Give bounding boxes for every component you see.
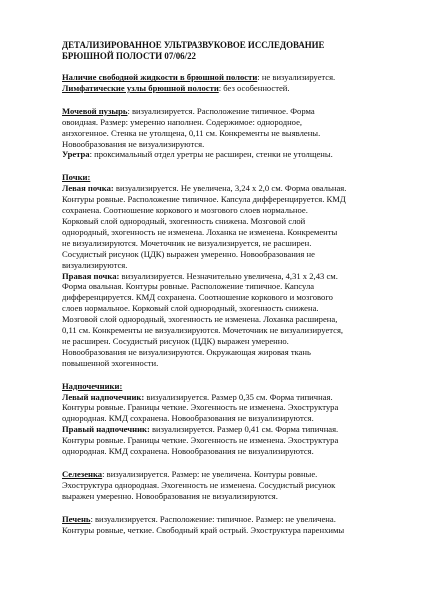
left-adrenal-line-3: однородная. КМД сохранена. Новообразования не визуализируются. xyxy=(62,413,314,424)
right-kidney-line-9: повышенной эхогенности. xyxy=(62,357,159,368)
general-section xyxy=(62,72,384,94)
right-kidney-line-8: Новообразования не визуализируются. Окружающая жировая ткань xyxy=(62,346,311,357)
spleen-line-2: Эхоструктура однородная. Эхогенность не изменена. Сосудистый рисунок xyxy=(62,479,336,490)
right-adrenal-line-2: Контуры ровные. Границы четкие. Эхогенность не изменена. Эхоструктура xyxy=(62,435,339,446)
urethra-text: : проксимальный отдел уретры не расширен, стенки не утолщены. xyxy=(89,149,333,160)
free-fluid-text: : не визуализируется. xyxy=(257,72,336,82)
right-adrenal-label: Правый надпочечник: xyxy=(62,424,150,435)
bladder-text-1: : визуализируется. Расположение типичное. Форма xyxy=(127,105,315,116)
liver-section xyxy=(62,514,384,536)
right-kidney-line-5: Мозговой слой однородный, эхогенность не изменена. Лоханка расширена, xyxy=(62,314,338,325)
bladder-section xyxy=(62,106,384,161)
right-kidney-text-1: визуализируется. Незначительно увеличена, 4,31 х 2,43 см. xyxy=(119,270,338,281)
left-kidney-line-4: Корковый слой однородный, эхогенность снижена. Мозговой слой xyxy=(62,215,306,226)
bladder-line-2: овоидная. Размер: умеренно наполнен. Содержимое: однородное, xyxy=(62,116,303,127)
spleen-line-3: выражен умеренно. Новообразования не визуализируются. xyxy=(62,490,278,501)
left-kidney-line-7: Сосудистый рисунок (ЦДК) выражен умеренно. Новообразования не xyxy=(62,248,315,259)
left-adrenal-line-2: Контуры ровные. Границы четкие. Эхогенность не изменена. Эхоструктура xyxy=(62,402,339,413)
title-line-1: ДЕТАЛИЗИРОВАННОЕ УЛЬТРАЗВУКОВОЕ ИССЛЕДОВАНИЕ xyxy=(62,40,325,50)
adrenals-section xyxy=(62,381,384,457)
liver-line-1 xyxy=(62,514,384,525)
lymph-nodes-label: Лимфатические узлы брюшной полости xyxy=(62,82,219,93)
right-kidney-line-6: 0,11 см. Конкременты не визуализируются. Мочеточник не визуализируется, xyxy=(62,325,344,336)
right-adrenal-line-1 xyxy=(62,424,384,435)
bladder-line-4: Новообразования не визуализируются. xyxy=(62,138,205,149)
right-kidney-line-2: Форма овальная. Контуры ровные. Расположение типичное. Капсула xyxy=(62,281,315,292)
lymph-nodes-text: : без особенностей. xyxy=(218,82,290,93)
left-kidney-line-1 xyxy=(62,183,384,194)
right-adrenal-text-1: визуализируется. Размер 0,41 см. Форма типичная. xyxy=(149,424,339,435)
liver-text-1: : визуализируется. Расположение: типичное. Размер: не увеличена. xyxy=(90,513,336,524)
lymph-nodes-line xyxy=(62,83,384,94)
bladder-label: Мочевой пузырь xyxy=(62,105,128,116)
right-kidney-label: Правая почка: xyxy=(62,270,120,281)
bladder-line-1 xyxy=(62,106,384,117)
spleen-section xyxy=(62,469,384,502)
liver-label: Печень xyxy=(62,513,91,524)
free-fluid-line xyxy=(62,72,384,83)
kidneys-section xyxy=(62,172,384,368)
right-adrenal-line-3: однородная. КМД сохранена. Новообразования не визуализируются. xyxy=(62,446,314,457)
left-kidney-line-8: визуализируются. xyxy=(62,259,128,270)
left-kidney-label: Левая почка: xyxy=(62,183,114,194)
free-fluid-label: Наличие свободной жидкости в брюшной полости xyxy=(62,72,258,82)
left-kidney-line-6: не визуализируются. Мочеточник не визуализируется, не расширен. xyxy=(62,237,312,248)
spleen-line-1 xyxy=(62,469,384,480)
adrenals-heading: Надпочечники: xyxy=(62,380,123,391)
right-kidney-line-3: дифференцируется. КМД сохранена. Соотношение коркового и мозгового xyxy=(62,292,333,303)
left-kidney-line-3: сохранена. Соотношение коркового и мозгового слоев нормальное. xyxy=(62,205,308,216)
left-adrenal-label: Левый надпочечник: xyxy=(62,391,145,402)
left-adrenal-line-1 xyxy=(62,392,384,403)
kidneys-heading: Почки: xyxy=(62,172,91,183)
right-kidney-line-4: слоев нормальное. Корковый слой однородный, эхогенность снижена. xyxy=(62,303,319,314)
urethra-line xyxy=(62,149,384,160)
left-kidney-line-5: однородный, эхогенность не изменена. Лоханка не изменена. Конкременты xyxy=(62,226,338,237)
spleen-text-1: : визуализируется. Размер: не увеличена. Контуры ровные. xyxy=(102,469,318,479)
left-kidney-text-1: визуализируется. Не увеличена, 3,24 х 2,0 см. Форма овальная. xyxy=(113,183,347,194)
right-kidney-line-7: не расширен. Сосудистый рисунок (ЦДК) выражен умеренно. xyxy=(62,335,289,346)
spleen-label: Селезенка xyxy=(62,469,103,479)
left-adrenal-text-1: визуализируется. Размер 0,35 см. Форма типичная. xyxy=(144,391,333,402)
title-line-2: БРЮШНОЙ ПОЛОСТИ 07/06/22 xyxy=(62,51,196,61)
document-title xyxy=(62,40,384,62)
left-kidney-line-2: Контуры ровные. Расположение типичное. Капсула дифференцируется. КМД xyxy=(62,194,346,205)
urethra-label: Уретра xyxy=(62,149,90,160)
liver-line-2: Контуры ровные, четкие. Свободный край острый. Эхоструктура паренхимы xyxy=(62,524,345,535)
right-kidney-line-1 xyxy=(62,271,384,282)
bladder-line-3: анэхогенное. Стенка не утолщена, 0,11 см. Конкременты не выявлены. xyxy=(62,127,321,138)
